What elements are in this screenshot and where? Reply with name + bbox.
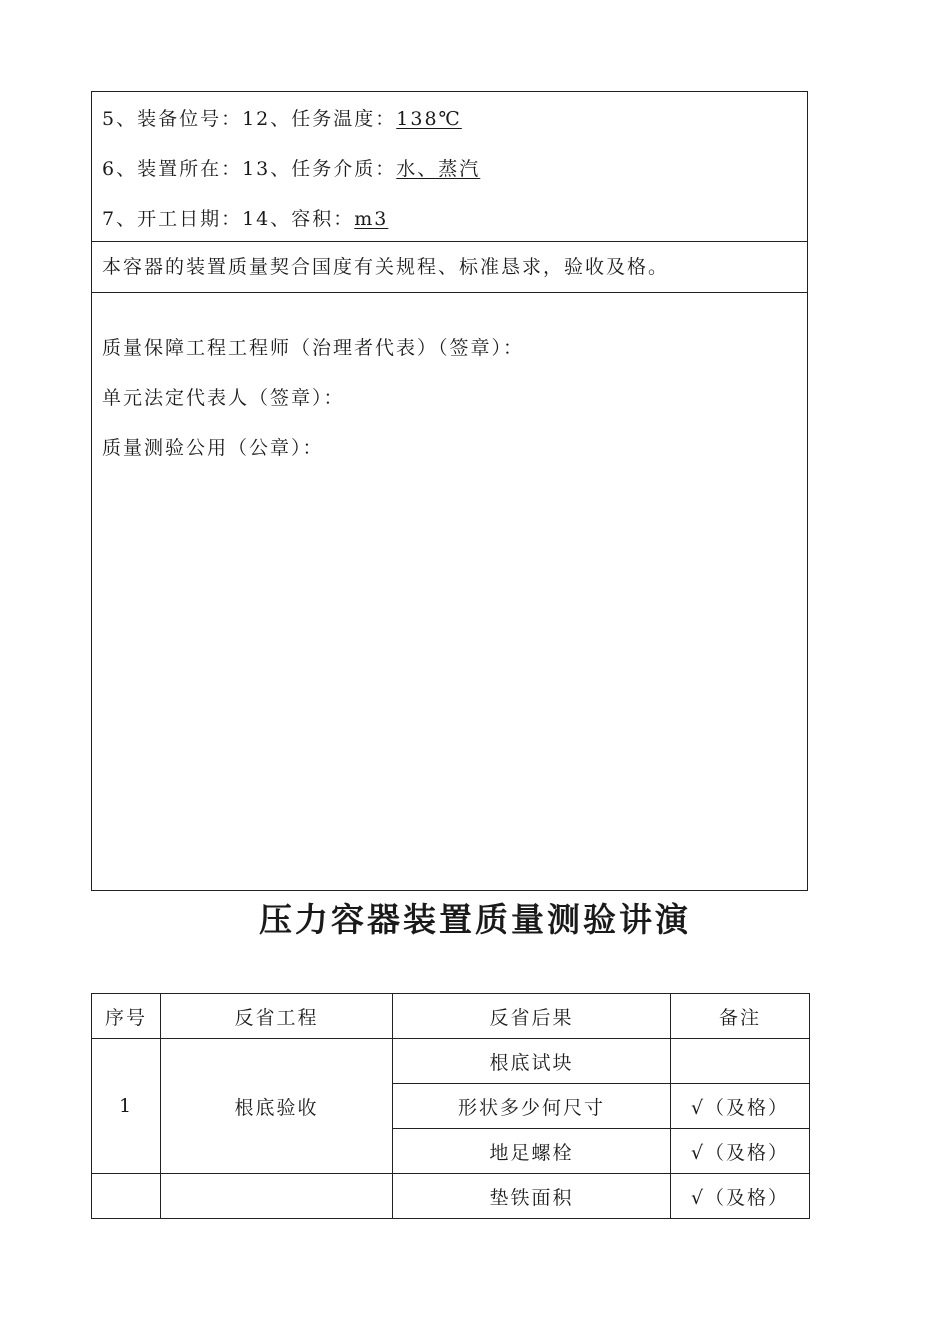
- row1-inspection-item: 根底验收: [161, 1039, 393, 1174]
- report-title: 压力容器装置质量测验讲演: [259, 900, 691, 939]
- info-label-date-volume: 7、开工日期：14、容积：: [102, 208, 355, 230]
- acceptance-form-box: [91, 91, 808, 891]
- info-line-position-temperature: [92, 104, 807, 154]
- info-label-position-temperature: 5、装备位号：12、任务温度：: [102, 108, 397, 130]
- header-inspection-result: 反省后果: [393, 994, 671, 1039]
- result-cell: 根底试块: [393, 1039, 671, 1084]
- empty-item-cell: [161, 1174, 393, 1219]
- volume-value: m3: [354, 208, 389, 230]
- info-label-location-medium: 6、装置所在：13、任务介质：: [102, 158, 397, 180]
- acceptance-conclusion: 本容器的装置质量契合国度有关规程、标准恳求，验收及格。: [92, 242, 807, 293]
- remark-cell: [671, 1039, 810, 1084]
- header-remark: 备注: [671, 994, 810, 1039]
- table-header-row: [92, 994, 810, 1039]
- header-serial-no: 序号: [92, 994, 161, 1039]
- operating-temperature-value: 138℃: [396, 108, 462, 130]
- signature-section: [92, 293, 807, 483]
- result-cell: 垫铁面积: [393, 1174, 671, 1219]
- inspection-table: [91, 993, 810, 1219]
- table-row: [92, 1174, 810, 1219]
- row1-serial-no: 1: [92, 1039, 161, 1174]
- header-inspection-item: 反省工程: [161, 994, 393, 1039]
- result-cell: 形状多少何尺寸: [393, 1084, 671, 1129]
- official-seal-line: 质量测验公用（公章）：: [102, 437, 324, 459]
- operating-medium-value: 水、蒸汽: [396, 158, 481, 180]
- empty-serial-cell: [92, 1174, 161, 1219]
- result-cell: 地足螺栓: [393, 1129, 671, 1174]
- engineer-signature-line: 质量保障工程工程师（治理者代表）（签章）：: [102, 337, 525, 359]
- remark-cell: √（及格）: [671, 1129, 810, 1174]
- equipment-info-section: [92, 92, 807, 242]
- remark-cell: √（及格）: [671, 1084, 810, 1129]
- table-row: [92, 1039, 810, 1084]
- legal-rep-signature-line: 单元法定代表人（签章）：: [102, 387, 345, 409]
- remark-cell: √（及格）: [671, 1174, 810, 1219]
- info-line-location-medium: [92, 154, 807, 204]
